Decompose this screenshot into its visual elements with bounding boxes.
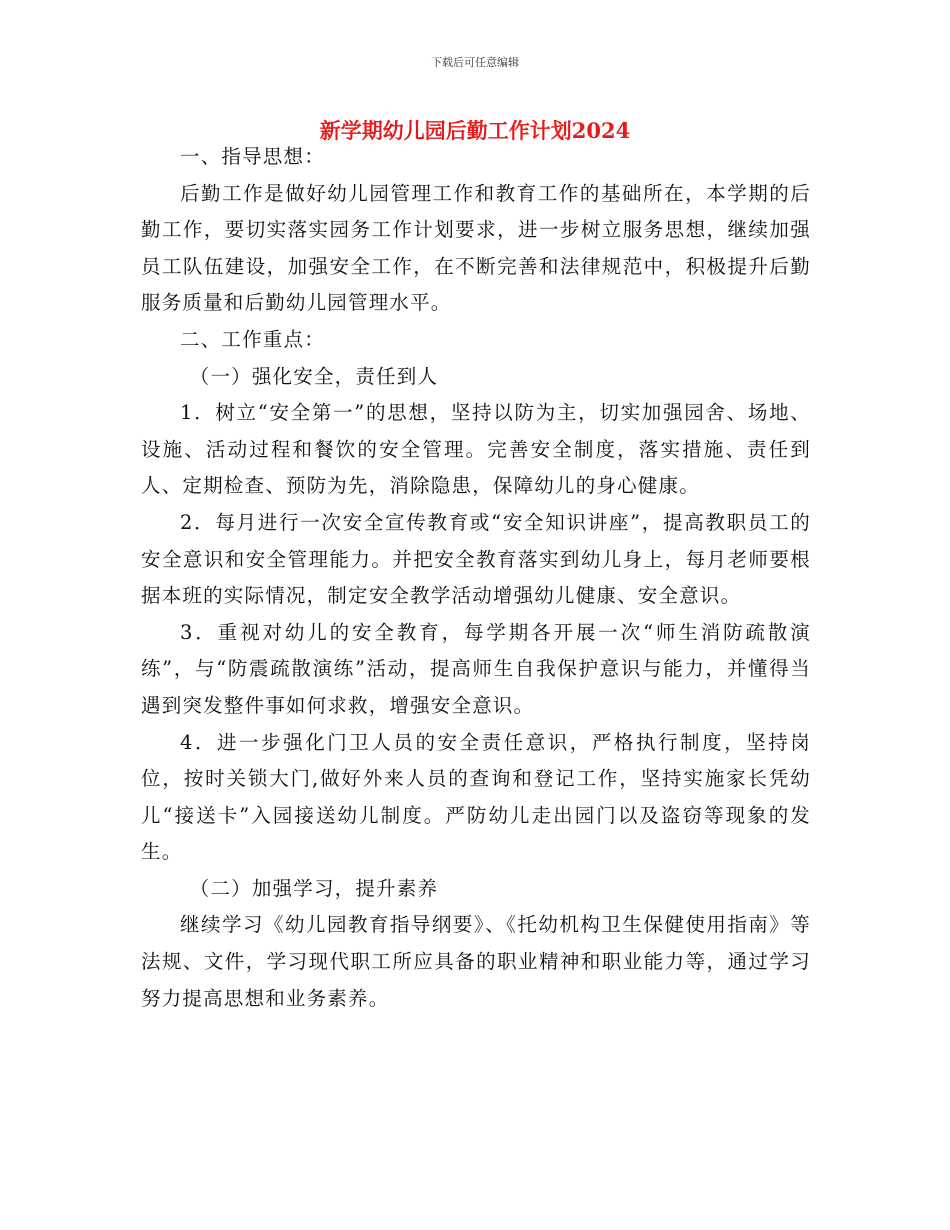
document-title: 新学期幼儿园后勤工作计划2024 <box>319 118 631 143</box>
subsection-heading-safety: （一）强化安全，责任到人 <box>189 364 439 388</box>
paragraph-item-3: 3．重视对幼儿的安全教育，每学期各开展一次“师生消防疏散演练”，与“防震疏散演练”活动，提高师生自我保护意识与能力，并懂得当遇到突发整件事如何求救，增强安全意识。 <box>141 620 811 717</box>
subsection-heading-study: （二）加强学习，提升素养 <box>189 876 439 900</box>
section-heading-work-focus: 二、工作重点： <box>180 327 325 351</box>
section-heading-guiding-ideology: 一、指导思想： <box>180 145 325 168</box>
paragraph-item-2: 2．每月进行一次安全宣传教育或“安全知识讲座”，提高教职员工的安全意识和安全管理能力。并把安全教育落实到幼儿身上，每月老师要根据本班的实际情况，制定安全教学活动增强幼儿健康、安全意识。 <box>141 510 811 608</box>
document-body <box>141 139 811 1017</box>
paragraph-study: 继续学习《幼儿园教育指导纲要》、《托幼机构卫生保健使用指南》等法规、文件，学习现代职工所应具备的职业精神和职业能力等，通过学习努力提高思想和业务素养。 <box>141 913 811 1010</box>
page-header-note: 下载后可任意编辑 <box>431 56 519 69</box>
paragraph-item-1: 1．树立“安全第一”的思想，坚持以防为主，切实加强园舍、场地、设施、活动过程和餐饮的安全管理。完善安全制度，落实措施、责任到人、定期检查、预防为先，消除隐患，保障幼儿的身心健康。 <box>141 401 811 498</box>
paragraph-guiding-ideology: 后勤工作是做好幼儿园管理工作和教育工作的基础所在，本学期的后勤工作，要切实落实园务工作计划要求，进一步树立服务思想，继续加强员工队伍建设，加强安全工作，在不断完善和法律规范中，积极提升后勤服务质量和后勤幼儿园管理水平。 <box>141 181 811 315</box>
paragraph-item-4: 4．进一步强化门卫人员的安全责任意识，严格执行制度，坚持岗位，按时关锁大门,做好外来人员的查询和登记工作，坚持实施家长凭幼儿“接送卡”入园接送幼儿制度。严防幼儿走出园门以及盗窃等现象的发生。 <box>141 730 811 864</box>
